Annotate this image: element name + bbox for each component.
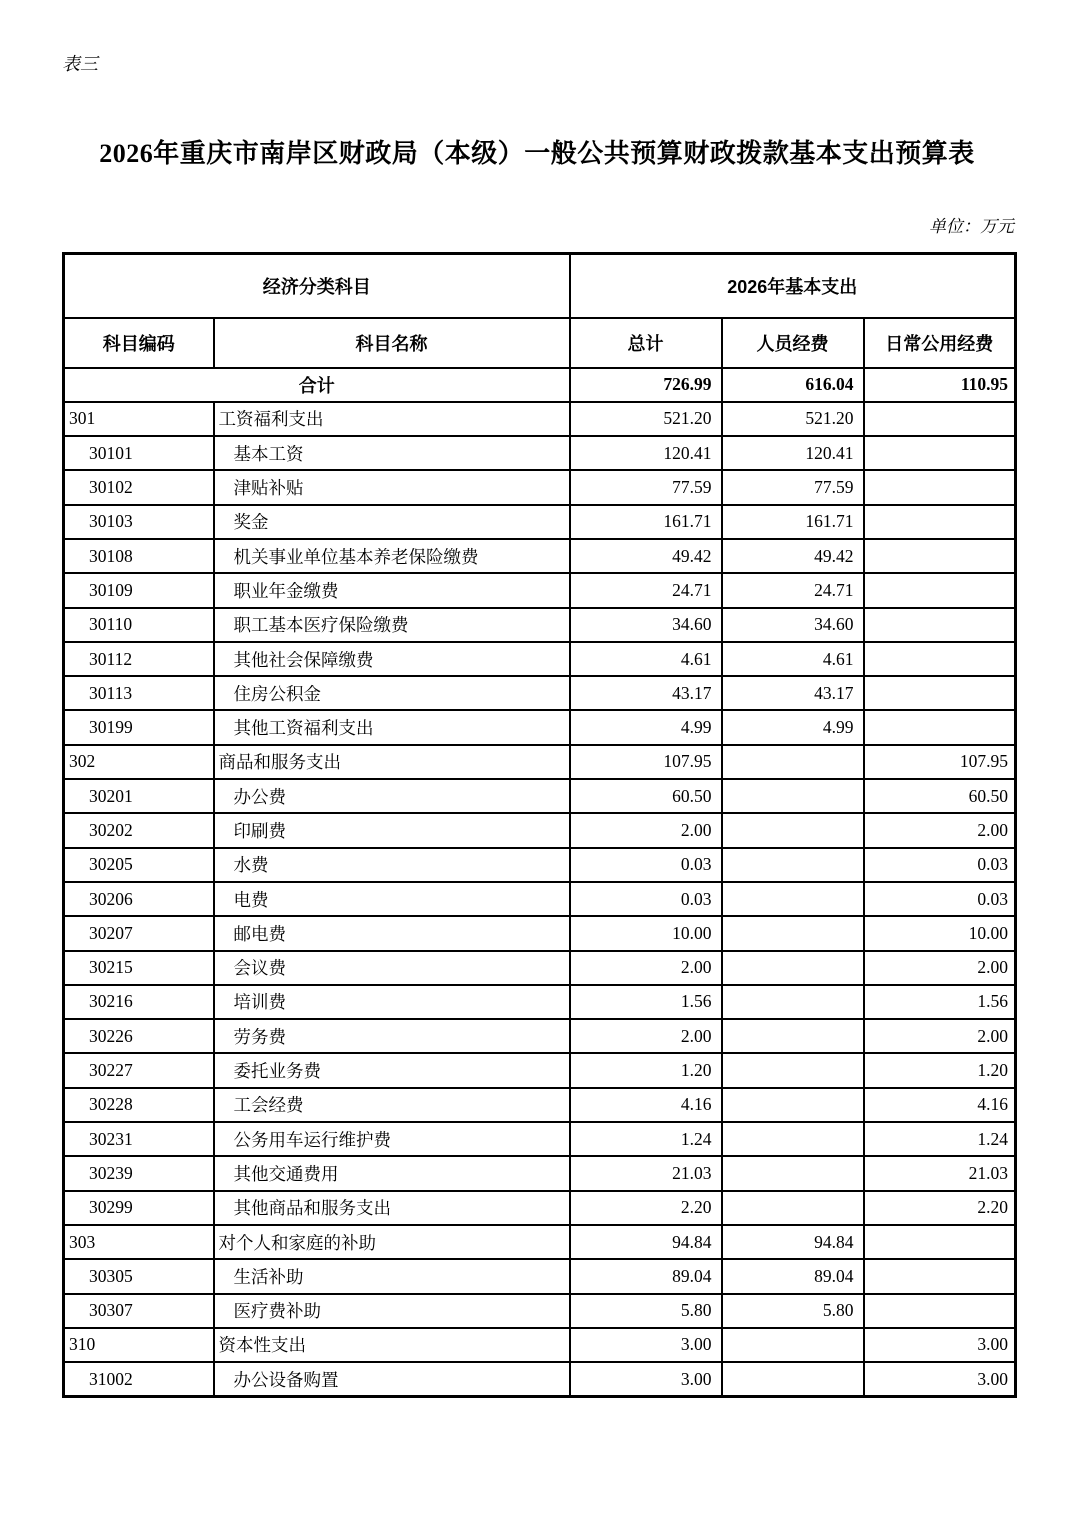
header-daily-public-funds: 日常公用经费 bbox=[864, 318, 1016, 368]
row-personnel bbox=[722, 745, 864, 779]
row-total: 3.00 bbox=[570, 1362, 722, 1396]
row-name: 水费 bbox=[214, 848, 570, 882]
row-name: 办公费 bbox=[214, 779, 570, 813]
table-row bbox=[64, 642, 1016, 676]
row-public: 1.56 bbox=[864, 985, 1016, 1019]
table-row bbox=[64, 1053, 1016, 1087]
page-tag: 表三 bbox=[62, 54, 98, 74]
total-public: 110.95 bbox=[864, 368, 1016, 402]
row-code: 30307 bbox=[64, 1294, 214, 1328]
table-row bbox=[64, 539, 1016, 573]
row-personnel bbox=[722, 951, 864, 985]
row-code: 30216 bbox=[64, 985, 214, 1019]
page-title: 2026年重庆市南岸区财政局（本级）一般公共预算财政拨款基本支出预算表 bbox=[99, 139, 975, 168]
row-total: 2.00 bbox=[570, 1019, 722, 1053]
row-name: 职业年金缴费 bbox=[214, 573, 570, 607]
table-row bbox=[64, 1088, 1016, 1122]
row-name: 对个人和家庭的补助 bbox=[214, 1225, 570, 1259]
row-public: 3.00 bbox=[864, 1328, 1016, 1362]
table-row bbox=[64, 1019, 1016, 1053]
total-personnel: 616.04 bbox=[722, 368, 864, 402]
header-subject-name: 科目名称 bbox=[214, 318, 570, 368]
table-row bbox=[64, 848, 1016, 882]
row-code: 30227 bbox=[64, 1053, 214, 1087]
row-personnel: 24.71 bbox=[722, 573, 864, 607]
row-public bbox=[864, 1259, 1016, 1293]
row-name: 邮电费 bbox=[214, 916, 570, 950]
row-total: 2.00 bbox=[570, 813, 722, 847]
row-personnel bbox=[722, 1191, 864, 1225]
table-row bbox=[64, 1225, 1016, 1259]
row-code: 310 bbox=[64, 1328, 214, 1362]
total-total: 726.99 bbox=[570, 368, 722, 402]
row-code: 30226 bbox=[64, 1019, 214, 1053]
table-row bbox=[64, 573, 1016, 607]
row-personnel bbox=[722, 1328, 864, 1362]
row-code: 30102 bbox=[64, 470, 214, 504]
row-total: 107.95 bbox=[570, 745, 722, 779]
row-code: 30231 bbox=[64, 1122, 214, 1156]
row-code: 30206 bbox=[64, 882, 214, 916]
row-total: 1.24 bbox=[570, 1122, 722, 1156]
table-row bbox=[64, 1259, 1016, 1293]
table-row bbox=[64, 916, 1016, 950]
row-name: 资本性支出 bbox=[214, 1328, 570, 1362]
table-row bbox=[64, 813, 1016, 847]
row-name: 基本工资 bbox=[214, 436, 570, 470]
row-personnel: 4.61 bbox=[722, 642, 864, 676]
table-row bbox=[64, 402, 1016, 436]
table-row bbox=[64, 1362, 1016, 1396]
budget-table bbox=[62, 252, 1017, 1398]
row-code: 30201 bbox=[64, 779, 214, 813]
row-personnel bbox=[722, 1053, 864, 1087]
row-personnel: 161.71 bbox=[722, 505, 864, 539]
row-public: 2.00 bbox=[864, 951, 1016, 985]
table-row bbox=[64, 505, 1016, 539]
row-total: 2.00 bbox=[570, 951, 722, 985]
row-public: 2.00 bbox=[864, 813, 1016, 847]
row-public: 21.03 bbox=[864, 1156, 1016, 1190]
row-personnel: 34.60 bbox=[722, 608, 864, 642]
table-row bbox=[64, 1156, 1016, 1190]
row-name: 生活补助 bbox=[214, 1259, 570, 1293]
row-total: 34.60 bbox=[570, 608, 722, 642]
header-basic-expenditure-2026: 2026年基本支出 bbox=[570, 254, 1016, 318]
row-total: 77.59 bbox=[570, 470, 722, 504]
row-name: 其他商品和服务支出 bbox=[214, 1191, 570, 1225]
row-code: 30110 bbox=[64, 608, 214, 642]
row-name: 其他交通费用 bbox=[214, 1156, 570, 1190]
table-row bbox=[64, 779, 1016, 813]
row-code: 30299 bbox=[64, 1191, 214, 1225]
row-public bbox=[864, 642, 1016, 676]
row-public: 2.20 bbox=[864, 1191, 1016, 1225]
row-code: 302 bbox=[64, 745, 214, 779]
row-public: 60.50 bbox=[864, 779, 1016, 813]
row-public bbox=[864, 608, 1016, 642]
table-row bbox=[64, 710, 1016, 744]
row-total: 0.03 bbox=[570, 848, 722, 882]
header-total: 总计 bbox=[570, 318, 722, 368]
table-row bbox=[64, 1191, 1016, 1225]
row-personnel: 89.04 bbox=[722, 1259, 864, 1293]
row-personnel bbox=[722, 1088, 864, 1122]
row-total: 24.71 bbox=[570, 573, 722, 607]
row-personnel bbox=[722, 916, 864, 950]
row-public: 0.03 bbox=[864, 848, 1016, 882]
row-code: 30113 bbox=[64, 676, 214, 710]
row-total: 3.00 bbox=[570, 1328, 722, 1362]
row-personnel bbox=[722, 779, 864, 813]
total-row bbox=[64, 368, 1016, 402]
row-name: 劳务费 bbox=[214, 1019, 570, 1053]
table-row bbox=[64, 1294, 1016, 1328]
row-personnel: 43.17 bbox=[722, 676, 864, 710]
row-personnel bbox=[722, 848, 864, 882]
row-name: 培训费 bbox=[214, 985, 570, 1019]
row-name: 工资福利支出 bbox=[214, 402, 570, 436]
row-personnel bbox=[722, 1122, 864, 1156]
row-name: 印刷费 bbox=[214, 813, 570, 847]
table-row bbox=[64, 676, 1016, 710]
table-row bbox=[64, 436, 1016, 470]
row-name: 其他工资福利支出 bbox=[214, 710, 570, 744]
row-code: 30101 bbox=[64, 436, 214, 470]
table-row bbox=[64, 882, 1016, 916]
row-total: 60.50 bbox=[570, 779, 722, 813]
row-personnel: 49.42 bbox=[722, 539, 864, 573]
row-code: 30112 bbox=[64, 642, 214, 676]
row-name: 商品和服务支出 bbox=[214, 745, 570, 779]
row-name: 办公设备购置 bbox=[214, 1362, 570, 1396]
row-public bbox=[864, 573, 1016, 607]
row-personnel: 94.84 bbox=[722, 1225, 864, 1259]
row-name: 委托业务费 bbox=[214, 1053, 570, 1087]
table-row bbox=[64, 985, 1016, 1019]
row-public bbox=[864, 1225, 1016, 1259]
row-code: 30207 bbox=[64, 916, 214, 950]
row-public: 3.00 bbox=[864, 1362, 1016, 1396]
table-row bbox=[64, 470, 1016, 504]
row-name: 公务用车运行维护费 bbox=[214, 1122, 570, 1156]
table-row bbox=[64, 745, 1016, 779]
row-public: 4.16 bbox=[864, 1088, 1016, 1122]
table-row bbox=[64, 951, 1016, 985]
row-total: 2.20 bbox=[570, 1191, 722, 1225]
row-public bbox=[864, 676, 1016, 710]
row-code: 303 bbox=[64, 1225, 214, 1259]
row-total: 120.41 bbox=[570, 436, 722, 470]
row-public bbox=[864, 539, 1016, 573]
header-personnel-funds: 人员经费 bbox=[722, 318, 864, 368]
total-label: 合计 bbox=[64, 368, 570, 402]
table-row bbox=[64, 1328, 1016, 1362]
row-total: 4.16 bbox=[570, 1088, 722, 1122]
row-code: 30202 bbox=[64, 813, 214, 847]
row-code: 30205 bbox=[64, 848, 214, 882]
row-total: 10.00 bbox=[570, 916, 722, 950]
row-name: 电费 bbox=[214, 882, 570, 916]
row-total: 43.17 bbox=[570, 676, 722, 710]
row-name: 津贴补贴 bbox=[214, 470, 570, 504]
row-total: 21.03 bbox=[570, 1156, 722, 1190]
row-name: 其他社会保障缴费 bbox=[214, 642, 570, 676]
row-name: 奖金 bbox=[214, 505, 570, 539]
row-code: 30228 bbox=[64, 1088, 214, 1122]
row-public bbox=[864, 402, 1016, 436]
row-code: 30108 bbox=[64, 539, 214, 573]
row-name: 会议费 bbox=[214, 951, 570, 985]
row-personnel bbox=[722, 1156, 864, 1190]
row-total: 161.71 bbox=[570, 505, 722, 539]
row-total: 1.56 bbox=[570, 985, 722, 1019]
row-name: 工会经费 bbox=[214, 1088, 570, 1122]
header-columns-row bbox=[64, 318, 1016, 368]
row-name: 职工基本医疗保险缴费 bbox=[214, 608, 570, 642]
row-personnel bbox=[722, 1362, 864, 1396]
row-code: 30109 bbox=[64, 573, 214, 607]
row-public: 1.24 bbox=[864, 1122, 1016, 1156]
header-group-row bbox=[64, 254, 1016, 318]
row-total: 4.99 bbox=[570, 710, 722, 744]
row-public: 2.00 bbox=[864, 1019, 1016, 1053]
row-public bbox=[864, 710, 1016, 744]
row-personnel bbox=[722, 882, 864, 916]
row-total: 1.20 bbox=[570, 1053, 722, 1087]
row-personnel: 120.41 bbox=[722, 436, 864, 470]
row-code: 30305 bbox=[64, 1259, 214, 1293]
row-public bbox=[864, 1294, 1016, 1328]
row-public: 107.95 bbox=[864, 745, 1016, 779]
row-personnel bbox=[722, 1019, 864, 1053]
table-body bbox=[64, 368, 1016, 1397]
row-personnel bbox=[722, 985, 864, 1019]
row-total: 89.04 bbox=[570, 1259, 722, 1293]
row-name: 机关事业单位基本养老保险缴费 bbox=[214, 539, 570, 573]
row-name: 住房公积金 bbox=[214, 676, 570, 710]
row-personnel: 4.99 bbox=[722, 710, 864, 744]
unit-note: 单位：万元 bbox=[929, 217, 1014, 236]
row-personnel: 521.20 bbox=[722, 402, 864, 436]
header-subject-code: 科目编码 bbox=[64, 318, 214, 368]
row-public: 1.20 bbox=[864, 1053, 1016, 1087]
row-name: 医疗费补助 bbox=[214, 1294, 570, 1328]
row-code: 30199 bbox=[64, 710, 214, 744]
row-personnel bbox=[722, 813, 864, 847]
row-code: 30239 bbox=[64, 1156, 214, 1190]
row-total: 94.84 bbox=[570, 1225, 722, 1259]
row-personnel: 5.80 bbox=[722, 1294, 864, 1328]
table-row bbox=[64, 1122, 1016, 1156]
row-total: 5.80 bbox=[570, 1294, 722, 1328]
row-public bbox=[864, 470, 1016, 504]
row-total: 521.20 bbox=[570, 402, 722, 436]
row-public bbox=[864, 436, 1016, 470]
table-row bbox=[64, 608, 1016, 642]
row-personnel: 77.59 bbox=[722, 470, 864, 504]
row-total: 49.42 bbox=[570, 539, 722, 573]
row-code: 30103 bbox=[64, 505, 214, 539]
row-public: 10.00 bbox=[864, 916, 1016, 950]
row-public bbox=[864, 505, 1016, 539]
row-public: 0.03 bbox=[864, 882, 1016, 916]
row-code: 30215 bbox=[64, 951, 214, 985]
row-total: 0.03 bbox=[570, 882, 722, 916]
row-code: 31002 bbox=[64, 1362, 214, 1396]
row-total: 4.61 bbox=[570, 642, 722, 676]
row-code: 301 bbox=[64, 402, 214, 436]
header-economic-classification: 经济分类科目 bbox=[64, 254, 570, 318]
